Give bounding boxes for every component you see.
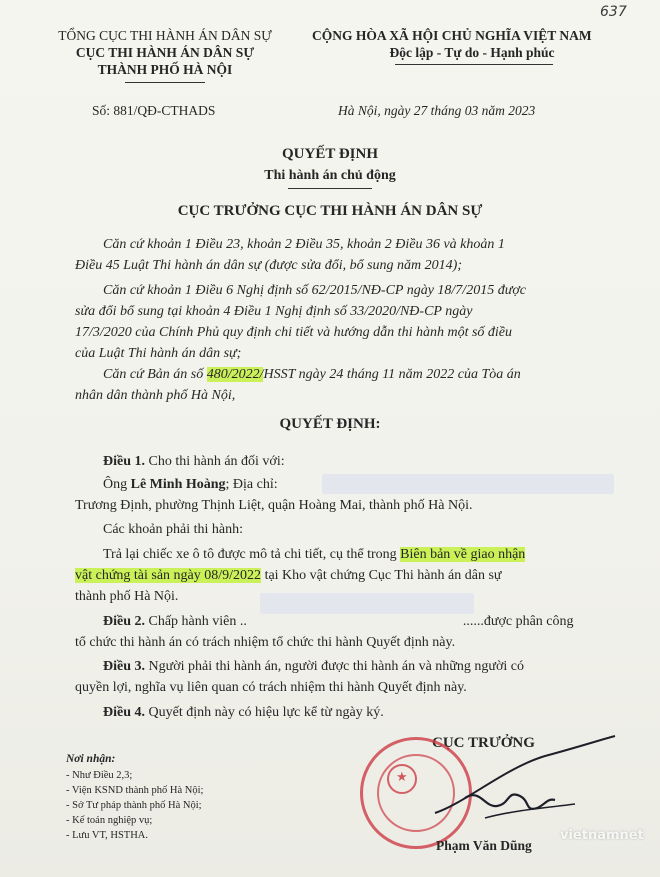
basis-paragraph-2: [75, 280, 575, 364]
motto: Độc lập - Tự do - Hạnh phúc: [389, 45, 555, 60]
agency-parent: TỔNG CỤC THI HÀNH ÁN DÂN SỰ: [58, 28, 272, 43]
obligations-label: Các khoản phải thi hành:: [103, 522, 243, 537]
article-2: [75, 611, 575, 653]
document-type: QUYẾT ĐỊNH: [282, 146, 378, 162]
person-address-line-2: Trương Định, phường Thịnh Liệt, quận Hoàng Mai, thành phố Hà Nội.: [75, 498, 473, 513]
watermark: vietnamnet: [560, 828, 644, 843]
evidence-date-highlight: vật chứng tài sản ngày 08/9/2022: [75, 568, 262, 583]
recipient-3: - Sở Tư pháp thành phố Hà Nội;: [66, 800, 202, 811]
issuer-title: CỤC TRƯỞNG CỤC THI HÀNH ÁN DÂN SỰ: [177, 203, 483, 219]
article-3-label: Điều 3.: [103, 659, 145, 674]
document-number: Số: 881/QĐ-CTHADS: [92, 103, 216, 118]
basis-3-line-2: nhân dân thành phố Hà Nội,: [75, 388, 236, 403]
basis-3-text-before: Căn cứ Bản án số: [103, 367, 207, 382]
signer-title: CỤC TRƯỞNG: [432, 735, 535, 751]
basis-paragraph-1: [75, 234, 575, 276]
article-4: [75, 702, 575, 723]
document-subject: Thi hành án chủ động: [264, 168, 396, 183]
recipients-label: Nơi nhận:: [66, 753, 116, 765]
person-prefix: Ông: [103, 477, 131, 492]
agency-underline: [125, 82, 205, 83]
article-3: [75, 656, 575, 698]
signer-name: Phạm Văn Dũng: [436, 838, 532, 853]
redacted-address: [322, 474, 614, 494]
agency-name: CỤC THI HÀNH ÁN DÂN SỰ: [75, 45, 255, 60]
recipient-1: - Như Điều 2,3;: [66, 770, 133, 781]
motto-underline: [395, 64, 553, 65]
obligation-line-1-before: Trả lại chiếc xe ô tô được mô tả chi tiết, cụ thể trong: [103, 547, 401, 562]
article-3-text: Người phải thi hành án, người được thi hành án và những người có: [145, 659, 524, 674]
article-2-line-2: tổ chức thi hành án có trách nhiệm tổ chức thi hành Quyết định này.: [75, 635, 456, 650]
article-1: [75, 451, 575, 472]
article-3-line-2: quyền lợi, nghĩa vụ liên quan có trách nhiệm thi hành Quyết định này.: [75, 680, 467, 695]
judgment-number-highlight: 480/2022/: [206, 367, 264, 382]
place-date: Hà Nội, ngày 27 tháng 03 năm 2023: [338, 103, 536, 118]
obligation-line-2-after: tại Kho vật chứng Cục Thi hành án dân sự: [261, 568, 502, 583]
handwritten-signature: [425, 728, 625, 840]
article-2-label: Điều 2.: [103, 614, 145, 629]
seal-star-icon: ★: [396, 770, 408, 785]
obligations-label-block: [75, 519, 575, 540]
basis-2-line-4: của Luật Thi hành án dân sự;: [75, 346, 242, 361]
article-1-label: Điều 1.: [103, 454, 145, 469]
person-name: Lê Minh Hoàng: [130, 477, 226, 492]
article-4-text: Quyết định này có hiệu lực kể từ ngày ký.: [145, 705, 384, 720]
country-name: CỘNG HÒA XÃ HỘI CHỦ NGHĨA VIỆT NAM: [312, 28, 592, 43]
basis-1-line-2: Điều 45 Luật Thi hành án dân sự (được sửa đổi, bổ sung năm 2014);: [75, 258, 462, 273]
decision-heading: QUYẾT ĐỊNH:: [279, 416, 381, 432]
article-1-text: Cho thi hành án đối với:: [145, 454, 285, 469]
subject-underline: [288, 188, 372, 189]
basis-2-line-3: 17/3/2020 của Chính Phủ quy định chi tiết và hướng dẫn thi hành một số điều: [75, 325, 513, 340]
obligation-line-3: thành phố Hà Nội.: [75, 589, 179, 604]
recipient-2: - Viện KSND thành phố Hà Nội;: [66, 785, 204, 796]
basis-paragraph-3: [75, 364, 575, 406]
article-2-text-after: ......được phân công: [462, 614, 574, 629]
agency-city: THÀNH PHỐ HÀ NỘI: [97, 62, 233, 77]
person-address-label: ; Địa chỉ:: [225, 477, 278, 492]
redacted-officer-name: [260, 593, 474, 614]
article-2-text-before: Chấp hành viên ..: [145, 614, 247, 629]
recipient-5: - Lưu VT, HSTHA.: [66, 830, 149, 841]
handwritten-number: 637: [600, 4, 627, 20]
basis-3-text-after: HSST ngày 24 tháng 11 năm 2022 của Tòa án: [263, 367, 521, 382]
basis-2-line-1: Căn cứ khoản 1 Điều 6 Nghị định số 62/2015/NĐ-CP ngày 18/7/2015 được: [103, 283, 527, 298]
handover-record-highlight: Biên bản về giao nhận: [400, 547, 526, 562]
recipient-4: - Kế toán nghiệp vụ;: [66, 815, 153, 826]
article-4-label: Điều 4.: [103, 705, 145, 720]
basis-1-line-1: Căn cứ khoản 1 Điều 23, khoản 2 Điều 35, khoản 2 Điều 36 và khoản 1: [103, 237, 505, 252]
basis-2-line-2: sửa đổi bổ sung tại khoản 4 Điều 1 Nghị định số 33/2020/NĐ-CP ngày: [75, 304, 473, 319]
